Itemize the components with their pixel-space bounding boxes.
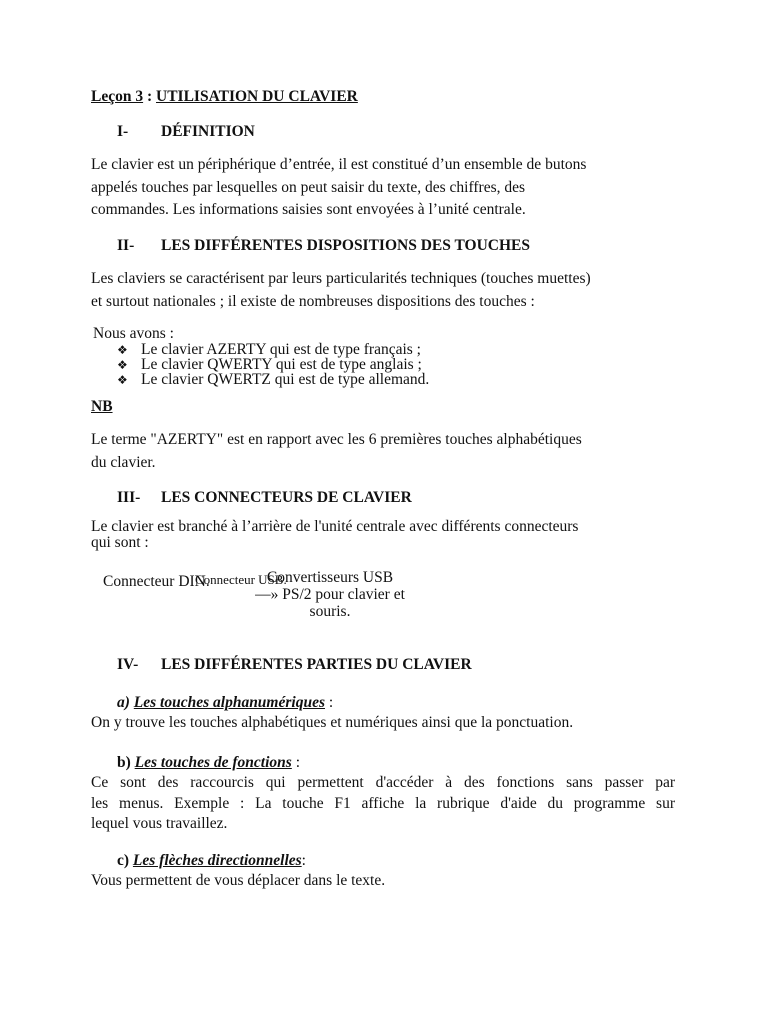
text-line: Le terme "AZERTY" est en rapport avec les 6 premières touches alphabétiques bbox=[91, 431, 582, 448]
list-item-qwertz bbox=[117, 372, 429, 388]
subsection-text-c bbox=[91, 871, 681, 891]
text-line: Le clavier est un périphérique d’entrée, il est constitué d’un ensemble de butons bbox=[91, 156, 587, 173]
text-line: souris. bbox=[309, 603, 351, 620]
subsection-title: Les touches alphanumériques bbox=[133, 694, 325, 711]
section-number: I- bbox=[117, 123, 129, 140]
text-line: Convertisseurs USB bbox=[266, 569, 394, 586]
section-heading-3 bbox=[117, 487, 412, 509]
section-title: LES DIFFÉRENTES DISPOSITIONS DES TOUCHES bbox=[161, 237, 530, 254]
subsection-letter: c) bbox=[117, 852, 130, 869]
subsection-title: Les flèches directionnelles bbox=[132, 852, 302, 869]
text-line: Le clavier est branché à l’arrière de l'unité centrale avec différents connecteurs bbox=[91, 518, 579, 535]
dispositions-paragraph bbox=[91, 268, 681, 313]
subsection-heading-a bbox=[117, 692, 333, 714]
subsection-letter: a) bbox=[117, 694, 130, 711]
connector-din-label: Connecteur DIN. bbox=[103, 573, 210, 590]
diamond-bullet-icon: ❖ bbox=[117, 373, 128, 387]
section-number: III- bbox=[117, 489, 141, 506]
nb-paragraph bbox=[91, 429, 681, 474]
subsection-suffix: : bbox=[301, 852, 306, 869]
converter-caption bbox=[230, 569, 430, 620]
section-number: IV- bbox=[117, 656, 139, 673]
subsection-title: Les touches de fonctions bbox=[134, 754, 292, 771]
section-heading-2 bbox=[117, 235, 530, 257]
text-line: et surtout nationales ; il existe de nombreuses dispositions des touches : bbox=[91, 292, 535, 310]
text-line: Vous permettent de vous déplacer dans le texte. bbox=[91, 872, 386, 889]
list-item-text: Le clavier AZERTY qui est de type français ; bbox=[141, 341, 421, 358]
section-title: LES CONNECTEURS DE CLAVIER bbox=[161, 489, 412, 506]
subsection-text-b bbox=[91, 773, 675, 835]
text-line: Les claviers se caractérisent par leurs particularités techniques (touches muettes) bbox=[91, 270, 591, 287]
section-heading-1 bbox=[117, 121, 255, 143]
subsection-suffix: : bbox=[291, 754, 301, 771]
subsection-heading-b bbox=[117, 752, 300, 774]
text-line: Ce sont des raccourcis qui permettent d'accéder à des fonctions sans passer par bbox=[91, 774, 675, 791]
section-number: II- bbox=[117, 237, 135, 254]
section-title: LES DIFFÉRENTES PARTIES DU CLAVIER bbox=[161, 656, 472, 673]
definition-paragraph bbox=[91, 154, 681, 222]
subsection-letter: b) bbox=[117, 754, 131, 771]
subsection-heading-c bbox=[117, 850, 306, 872]
page-title bbox=[91, 86, 358, 108]
subsection-suffix: : bbox=[325, 694, 334, 711]
text-line: commandes. Les informations saisies sont envoyées à l’unité centrale. bbox=[91, 201, 526, 218]
text-line: les menus. Exemple : La touche F1 affiche la rubrique d'aide du programme sur bbox=[91, 794, 675, 812]
text-line: lequel vous travaillez. bbox=[91, 815, 228, 832]
title-separator: : bbox=[143, 88, 157, 105]
lesson-subject: UTILISATION DU CLAVIER bbox=[156, 88, 358, 105]
nb-label: NB bbox=[91, 398, 113, 415]
diamond-bullet-icon: ❖ bbox=[117, 358, 128, 372]
diamond-bullet-icon: ❖ bbox=[117, 343, 128, 357]
text-line: appelés touches par lesquelles on peut saisir du texte, des chiffres, des bbox=[91, 178, 526, 196]
connecteurs-paragraph bbox=[91, 519, 681, 551]
lesson-number: Leçon 3 bbox=[91, 88, 144, 105]
text-line: du clavier. bbox=[91, 453, 156, 471]
list-item-text: Le clavier QWERTY qui est de type anglais ; bbox=[141, 356, 422, 373]
list-intro: Nous avons : bbox=[93, 325, 174, 342]
text-line: qui sont : bbox=[91, 534, 149, 551]
text-line: —» PS/2 pour clavier et bbox=[255, 586, 405, 603]
text-line: On y trouve les touches alphabétiques et numériques ainsi que la ponctuation. bbox=[91, 714, 574, 731]
connector-usb-label: Connecteur USB. bbox=[195, 572, 287, 587]
section-heading-4 bbox=[117, 654, 472, 676]
section-title: DÉFINITION bbox=[161, 123, 255, 140]
list-item-text: Le clavier QWERTZ qui est de type allemand. bbox=[141, 371, 430, 388]
subsection-text-a bbox=[91, 713, 681, 733]
